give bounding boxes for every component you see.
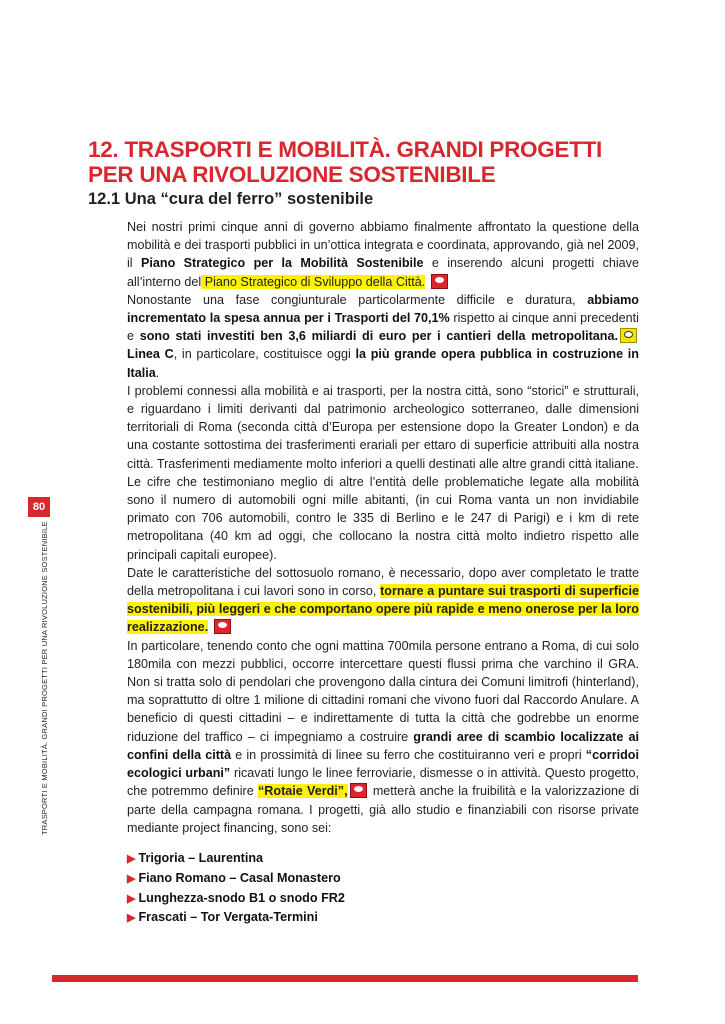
highlight-1[interactable]: Piano Strategico di Sviluppo della Città. <box>201 274 426 289</box>
chapter-title-line2: PER UNA RIVOLUZIONE SOSTENIBILE <box>88 162 496 187</box>
section-title: 12.1 Una “cura del ferro” sostenibile <box>88 190 374 208</box>
highlight-3[interactable]: “Rotaie Verdi”, <box>257 784 348 799</box>
page-number: 80 <box>28 497 50 517</box>
chapter-title <box>88 137 648 187</box>
bold-run: la più grande opera pubblica in costruzione in Italia <box>127 347 639 380</box>
paragraph-2 <box>127 291 639 382</box>
comment-icon[interactable] <box>431 274 448 289</box>
bottom-rule <box>52 975 638 982</box>
list-item <box>127 849 639 869</box>
comment-icon[interactable] <box>214 619 231 634</box>
text-run: e inserendo alcuni progetti chiave all’interno del <box>127 256 639 289</box>
text-run: , in particolare, costituisce oggi <box>173 347 356 362</box>
text-run: ricavati lungo le linee ferroviarie, dismesse o in attività. Questo progetto, che potremmo definire <box>127 766 639 799</box>
list-item <box>127 908 639 928</box>
triangle-bullet-icon: ▶ <box>127 892 136 905</box>
list-item-label: Frascati – Tor Vergata-Termini <box>138 910 318 925</box>
chapter-title-line1: 12. TRASPORTI E MOBILITÀ. GRANDI PROGETTI <box>88 137 602 162</box>
body-text <box>127 218 639 928</box>
comment-note-icon[interactable] <box>620 328 637 343</box>
text-run: rispetto ai cinque anni precedenti e <box>127 311 639 344</box>
highlight-2[interactable]: tornare a puntare sui trasporti di superficie sostenibili, più leggeri e che comportano opere più rapide e meno onerose per la loro realizzazione. <box>127 584 639 635</box>
paragraph-3: I problemi connessi alla mobilità e ai trasporti, per la nostra città, sono “storici” e strutturali, e riguardano i limiti derivanti dal patrimonio archeologico sotterraneo, dalle dimensioni territoriali di Roma (seconda città d’Europa per estensione dopo la Greater London) e da una costante sottostima dei trasferimenti erariali per ettaro di superficie attribuiti alla nostra città. Trasferimenti mediamente molto inferiori a quelli destinati alle altre grandi città italiane. <box>127 383 639 471</box>
list-item <box>127 889 639 909</box>
bold-run: “corridoi ecologici urbani” <box>127 747 639 781</box>
comment-icon[interactable] <box>350 783 367 798</box>
bold-run: Piano Strategico per la Mobilità Sostenibile <box>140 256 424 271</box>
triangle-bullet-icon: ▶ <box>127 872 136 885</box>
list-item-label: Trigoria – Laurentina <box>138 850 264 865</box>
project-list <box>127 849 639 928</box>
text-run: metterà anche la fruibilità e la valorizzazione di parte della campagna romana. I progetti, già allo studio e finanziabili con risorse private mediante project financing, sono sei: <box>127 784 639 835</box>
list-item-label: Fiano Romano – Casal Monastero <box>138 870 341 885</box>
bold-run: Linea C <box>127 347 174 362</box>
paragraph-4: Le cifre che testimoniano meglio di altre l’entità delle problematiche legate alla mobilità sono il numero di automobili ogni mille abitanti, (in cui Roma vanta un non invidiabile primato con 706 automobili, contro le 335 di Berlino e le 247 di Parigi) e i km di rete metropolitana (40 km ad oggi, che collocano la nostra città molto indietro rispetto alle principali capitali europee). <box>127 474 639 562</box>
text-run: e in prossimità di linee su ferro che costituiranno veri e propri <box>231 747 586 762</box>
paragraph-6 <box>127 637 639 837</box>
triangle-bullet-icon: ▶ <box>127 912 136 925</box>
bold-run: sono stati investiti ben 3,6 miliardi di euro per i cantieri della metropolitana. <box>139 329 618 344</box>
text-run: Date le caratteristiche del sottosuolo romano, è necessario, dopo aver completato le tratte della metropolitana i cui lavori sono in corso, <box>127 565 639 599</box>
text-run: . <box>155 365 160 380</box>
bold-run: grandi aree di scambio localizzate ai confini della città <box>127 729 639 762</box>
list-item-label: Lunghezza-snodo B1 o snodo FR2 <box>138 890 345 905</box>
paragraph-5 <box>127 564 639 637</box>
side-caption: TRASPORTI E MOBILITÀ. GRANDI PROGETTI PER UNA RIVOLUZIONE SOSTENIBILE <box>40 521 49 835</box>
text-run: Nei nostri primi cinque anni di governo abbiamo finalmente affrontato la questione della mobilità e dei trasporti pubblici in un’ottica integrata e coordinata, approvando, già nel 2009, il <box>127 220 639 271</box>
list-item <box>127 869 639 889</box>
triangle-bullet-icon: ▶ <box>127 852 136 865</box>
text-run: Nonostante una fase congiunturale particolarmente difficile e duratura, <box>127 292 588 307</box>
paragraph-1 <box>127 218 639 291</box>
bold-run: abbiamo incrementato la spesa annua per i Trasporti del 70,1% <box>127 292 639 326</box>
text-run: In particolare, tenendo conto che ogni mattina 700mila persone entrano a Roma, di cui solo 180mila con mezzi pubblici, occorre intercettare questi flussi prima che varchino il GRA. Non si tratta solo di pendolari che provengono dalla cintura dei Comuni limitrofi (hinterland), ma soprattutto di oltre 1 milione di cittadini romani che vivono fuori dal Raccordo Anulare. A beneficio di questi cittadini – e indirettamente di tutta la città che godrebbe un enorme riduzione del traffico – ci impegniamo a costruire <box>127 638 639 744</box>
